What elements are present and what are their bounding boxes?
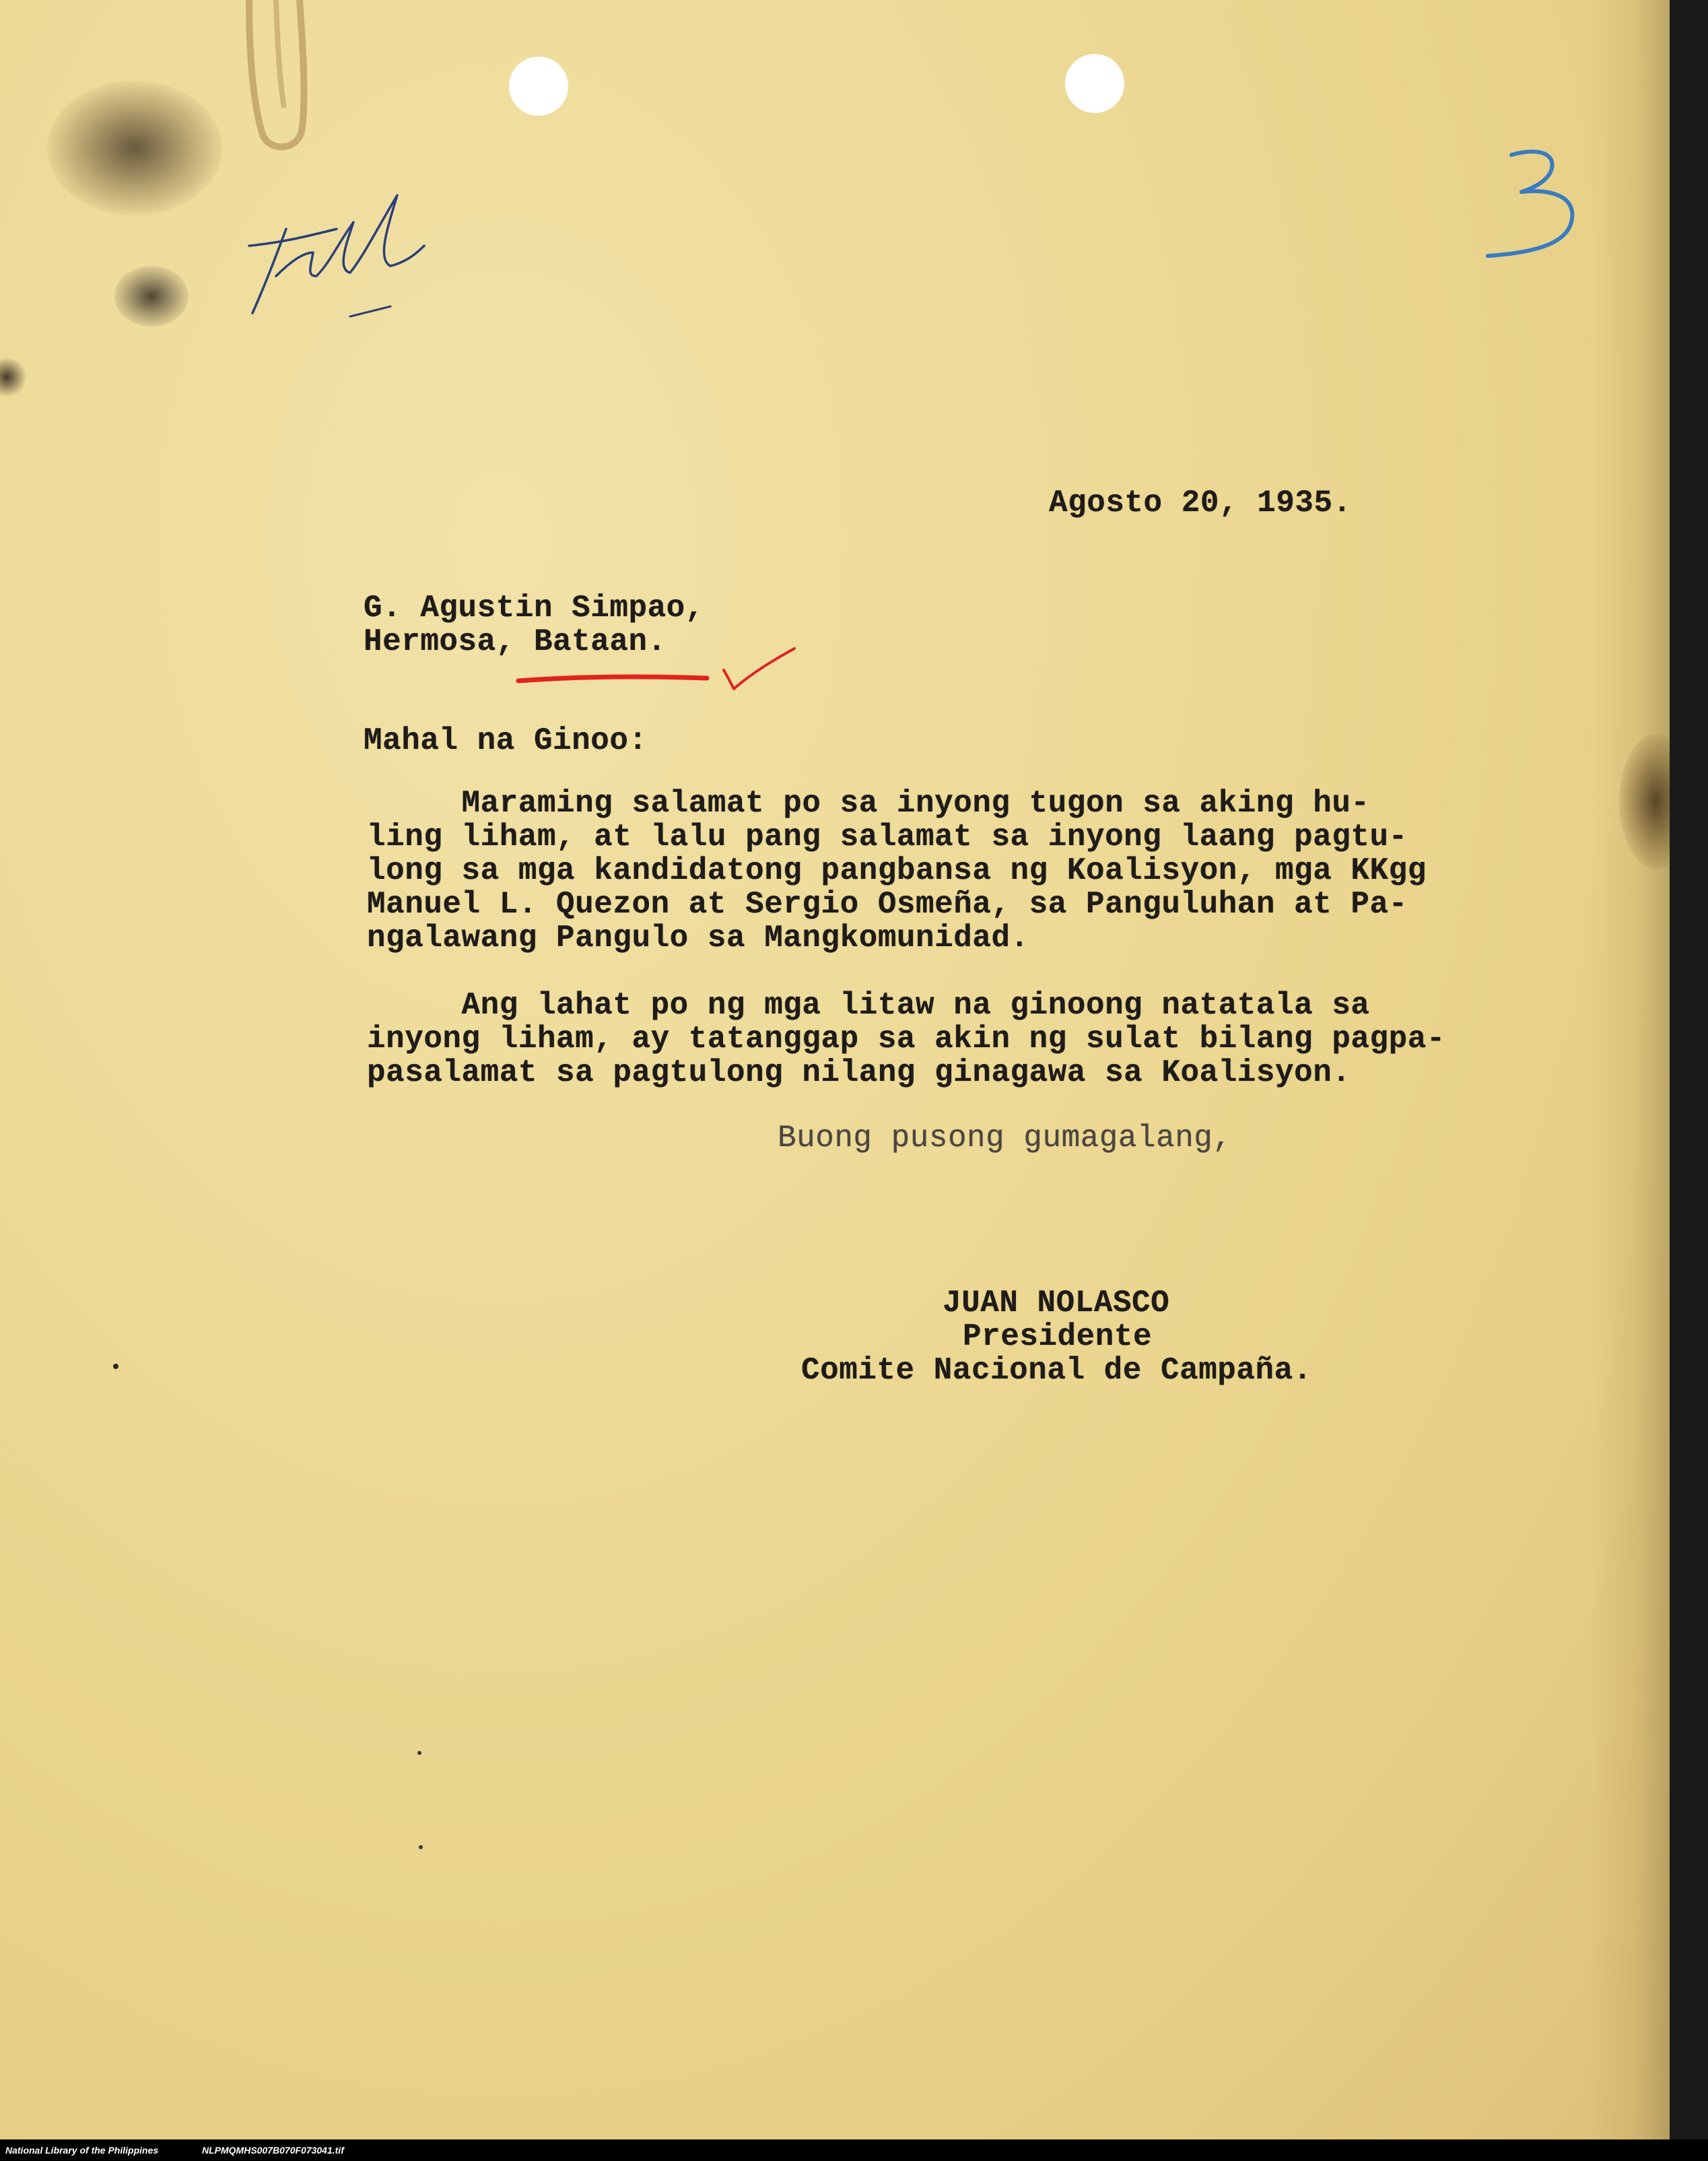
footer-filename: NLPMQMHS007B070F073041.tif — [202, 2145, 344, 2156]
paragraph-1-line: Manuel L. Quezon at Sergio Osmeña, sa Panguluhan at Pa- — [367, 887, 1408, 922]
ink-speck — [419, 1845, 423, 1849]
footer-institution: National Library of the Philippines — [5, 2145, 159, 2156]
punch-hole-right — [1065, 54, 1124, 113]
paragraph-1-line: ngalawang Pangulo sa Mangkomunidad. — [367, 921, 1029, 956]
signer-title: Presidente — [963, 1319, 1153, 1354]
file-handwritten-note — [236, 182, 431, 337]
letter-date: Agosto 20, 1935. — [1049, 486, 1352, 521]
stain-smudge — [114, 266, 189, 327]
recipient-name: G. Agustin Simpao, — [364, 591, 704, 626]
recipient-address: Hermosa, Bataan. — [364, 624, 667, 659]
paragraph-1-line: Maraming salamat po sa inyong tugon sa aking hu- — [367, 786, 1370, 821]
paragraph-2-line: inyong liham, ay tatanggap sa akin ng sulat bilang pagpa- — [367, 1022, 1445, 1057]
scan-edge — [1670, 0, 1708, 2161]
red-pencil-underline-check — [512, 643, 808, 697]
paragraph-2-line: pasalamat sa pagtulong nilang ginagawa sa Koalisyon. — [367, 1055, 1351, 1090]
paper-clip-marks — [222, 0, 357, 162]
page-number-handwritten — [1474, 141, 1602, 263]
paragraph-1-line: ling liham, at lalu pang salamat sa inyong laang pagtu- — [367, 820, 1408, 855]
closing: Buong pusong gumagalang, — [778, 1121, 1232, 1156]
signer-organization: Comite Nacional de Campaña. — [801, 1353, 1312, 1388]
ink-speck — [417, 1751, 421, 1755]
paragraph-2-line: Ang lahat po ng mga litaw na ginoong natatala sa — [367, 988, 1370, 1023]
signer-name: JUAN NOLASCO — [943, 1286, 1170, 1321]
stain-right-edge — [1619, 734, 1670, 869]
salutation: Mahal na Ginoo: — [364, 723, 648, 758]
stain-top-left — [47, 81, 222, 215]
paragraph-1-line: long sa mga kandidatong pangbansa ng Koalisyon, mga KKgg — [367, 853, 1427, 888]
punch-hole-left — [509, 57, 568, 116]
archive-footer — [0, 2139, 1708, 2161]
ink-speck — [113, 1364, 118, 1369]
stain-left-edge — [0, 357, 27, 397]
